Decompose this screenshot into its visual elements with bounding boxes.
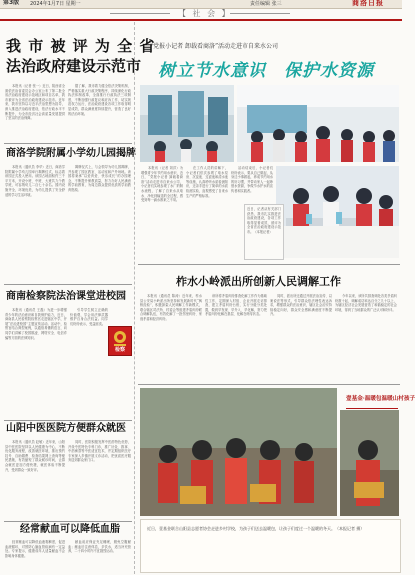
- article-body-kindergarten-col2: 揭牌仪式上，与会领导为幼儿园揭牌，并参观了园区教室、活动室和户外场地。该园将秉承“以爱育爱、快乐成长”的办园理念，不断提升保教质量，努力办好人民满意的学前教育，为周边群众提供优质的学前教育资源。: [68, 165, 131, 192]
- water-feature-kicker: “党报小记者 卸载看商洛”活动走进市自来水公司: [150, 43, 279, 50]
- village-children-image: [140, 388, 337, 516]
- article-body-rule-of-law-col2: 据了解，我市着力健全依法决策机制，严格落实重大行政决策程序，持续深化行政执法体制改革，全面推行行政执法三项制度，不断加强行政复议和应诉工作，切实规范权力运行，法治政府建设各项工作取得明显成效，群众满意度持续提升，营造了良好的法治环境。: [68, 84, 131, 116]
- column-divider: [134, 22, 135, 574]
- article-body-procuratorate-col1: 本报讯（通讯员 王磊）为进一步增强青少年的法治意识和自我保护能力，近日，商南县人民检察院检察官走进辖区中学，开展“法治进校园”主题宣传活动。活动中，检察官结合典型案例，以通俗易懂的语言，向同学们讲解了校园欺凌、网络安全、电信诈骗等方面的法律知识。: [5, 308, 67, 340]
- divider-4: [4, 521, 132, 522]
- divider-police: [138, 384, 400, 385]
- divider-water: [138, 264, 400, 265]
- divider-3: [4, 420, 132, 421]
- water-testing-image: [276, 166, 399, 258]
- page-number: 第3版: [3, 0, 20, 6]
- paper-name: 商洛日报: [352, 0, 384, 7]
- article-body-procuratorate-col2: 引导学生树立正确的价值观，学会用法律武器维护自身合法权益。同学们纷纷表示，受益匪浅。: [70, 308, 108, 326]
- date-line: 2024年1月7日 星期一: [30, 1, 81, 7]
- water-feature-banner: 树立节水意识 保护水资源: [158, 61, 374, 81]
- article-body-police-col2: 该所将矛盾纠纷排查化解工作作为基础性工作，定期深入村组、企业开展走访排查，建立矛盾纠纷台账，实行分级分类处置，做到早发现、早介入、早化解，努力把矛盾纠纷化解在基层、化解在萌芽状态。: [205, 294, 267, 317]
- water-plant-image: [140, 85, 234, 162]
- headline-kindergarten: 商洛学院附属小学幼儿园揭牌: [6, 148, 136, 159]
- article-body-water-col1: 本报讯（记者 刘洋）为增强青少年节约用水意识，近日，“党报小记者 卸载看商洛”活动走进市自来水公司，小记者们实地参观了水厂的制水流程，了解了自来水从取水、净化到输送的全过程，感受到每一滴水都来之不易。: [141, 166, 183, 203]
- section-rule-left: [110, 13, 170, 14]
- seal-label: 检察: [114, 347, 125, 353]
- bottom-caption: 近日，壹基金联合山阳县志愿者协会走进乡村学校，为孩子们送去温暖包，让孩子们度过一个温暖的冬天。（本报记者 摄）: [147, 526, 365, 531]
- article-body-blood-col2: 献血前应保证充足睡眠，避免空腹献血；献血后注意休息，多饮水，适当补充营养，二十四小时内不宜剧烈运动。: [68, 540, 131, 554]
- article-body-kindergarten-col1: 本报讯（通讯员 李华）近日，商洛学院附属小学幼儿园举行揭牌仪式，标志着该园正式投入使用。该园占地面积约三千平方米，开设小班、中班、大班共九个教学班，可容纳幼儿二百七十余名。园内设施齐全，环境优美，为幼儿提供了安全舒适的学习生活环境。: [5, 165, 65, 197]
- procuratorate-seal-image: [108, 326, 132, 356]
- students-tour-image: [237, 85, 399, 162]
- article-body-hospital-col1: 本报讯（通讯员 赵敏）近年来，山阳县中医医院坚持以人民健康为中心，不断优化服务流程，改善就医环境，推出预约挂号、自助缴费、检查结果网上查询等便民措施，有效缩短了群众候诊时间，让群众就医更加方便快捷，就医体验不断提升，受到群众一致好评。: [5, 440, 65, 472]
- headline-rule-of-law-line1: 我 市 被 评 为 全 省: [6, 37, 156, 55]
- thank-you-note: 近日，记者从有关部门获悉，我市扎实推进法治政府建设，各项工作取得显著成效，被评为全省法治政府建设示范市。（本报记者）: [247, 207, 281, 234]
- headline-village: 壹基金·温暖包温暖山村孩子: [346, 396, 415, 402]
- photo-students-tour: [237, 85, 399, 162]
- headline-rule-of-law-line2: 法治政府建设示范市: [6, 57, 142, 75]
- divider-2: [4, 284, 132, 285]
- thank-you-box: [244, 204, 284, 260]
- headline-hospital: 山阳中医医院方便群众就医: [6, 423, 126, 434]
- article-body-police-col4: 今年以来，该所共排查调处各类矛盾纠纷数十起，调解成功率达百分之九十以上，为辖区经济社会发展营造了和谐稳定的社会环境，得到了当地群众的广泛认可和好评。: [335, 294, 397, 312]
- headline-blood-pressure: 经常献血可以降低血脂: [20, 524, 120, 535]
- headline-procuratorate: 商南检察院法治课堂进校园: [6, 291, 126, 302]
- volunteer-image: [340, 410, 399, 516]
- bottom-caption-box: [140, 519, 401, 573]
- village-headline-box: [346, 392, 415, 409]
- article-body-blood-col1: 经常献血可以降低血液黏稠度，促进血液循环，对预防心脑血管疾病有一定益处。专家提示，健康成年人适量献血不会影响身体健康。: [5, 540, 65, 558]
- article-body-police-col1: 本报讯（通讯员 陈涛）近年来，柞水县公安局小岭派出所坚持和发展新时代“枫桥经验”，积极探索人民调解工作新模式，联合辖区司法所、村委会等组建矛盾纠纷联合调解队伍，有效化解了一批邻里纠纷、家庭矛盾和经济纠纷。: [140, 294, 202, 321]
- article-body-water-col2: 在工作人员的讲解下，小记者们依次参观了取水泵房、沉淀池、过滤池和清水池等设施，认真聆听水质检测知识，还亲手进行了简单的水质检测实验，直观感受了自来水生产的严格标准。: [186, 166, 228, 198]
- editor-info: 责任编辑 张三: [250, 1, 282, 7]
- section-title: 【 社 会 】: [178, 9, 232, 18]
- section-rule-right: [230, 13, 290, 14]
- photo-volunteer: [340, 410, 399, 516]
- headline-police: 柞水小岭派出所创新人民调解工作: [176, 275, 341, 288]
- header-red-rule: [0, 19, 402, 21]
- divider-1: [4, 143, 132, 144]
- photo-village-children: [140, 388, 337, 516]
- article-body-police-col3: 同时，派出所还通过开展法治宣传、以案说法等形式，引导群众依法理性表达诉求，增强群众的法治意识，辖区社会治安持续稳定向好，群众安全感和满意度不断提升。: [270, 294, 332, 317]
- article-body-hospital-col2: 同时，医院积极发挥中医药特色优势，开设中医特色专科门诊，推广针灸、推拿、中药熏蒸等中医适宜技术，并定期组织医疗专家深入乡镇开展义诊活动，把优质医疗服务送到群众家门口。: [68, 440, 131, 463]
- photo-water-testing: [276, 166, 399, 258]
- article-body-rule-of-law-col1: 本报讯（记者 张一）近日，陕西省全面依法治省委员会办公室公布了第二批全省法治政府建设示范地区和项目名单，我市被评为全省法治政府建设示范市。近年来，我市坚持以习近平法治思想为指导，深入推进法治政府建设，依法行政水平不断提升，为全市经济社会高质量发展提供了坚实的法治保障。: [5, 84, 65, 121]
- photo-water-plant: [140, 85, 234, 162]
- article-body-water-col3: 活动结束后，小记者们纷纷表示，要从自己做起，从身边小事做起，养成节约用水的好习惯，并带动家人一起珍惜水资源，争做节水护水的宣传者和实践者。: [231, 166, 273, 193]
